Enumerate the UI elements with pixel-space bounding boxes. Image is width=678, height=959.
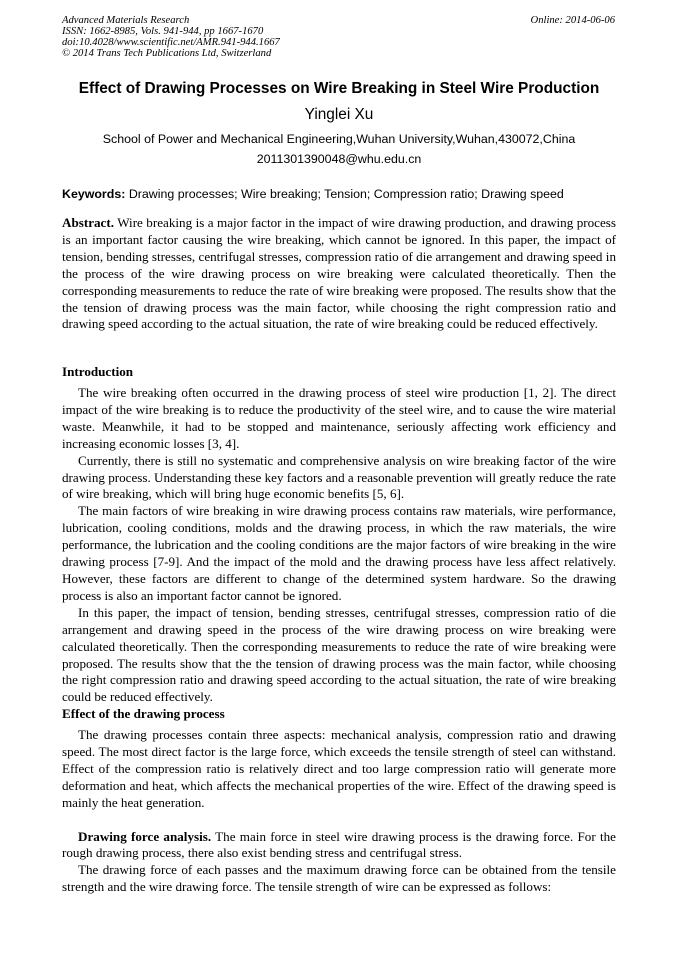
introduction-section <box>62 364 616 706</box>
section-heading-introduction: Introduction <box>62 364 134 379</box>
intro-paragraph-2: Currently, there is still no systematic and comprehensive analysis on wire breaking factor of the wire drawing process. Understanding these key factors and a reasonable prevention will greatly reduce the rate of wire breaking, which will bring huge economic benefits [5, 6]. <box>62 452 616 502</box>
author-name: Yinglei Xu <box>304 106 374 123</box>
paper-title: Effect of Drawing Processes on Wire Breaking in Steel Wire Production <box>78 80 600 97</box>
intro-paragraph-4: In this paper, the impact of tension, bending stresses, centrifugal stresses, compression ratio of die arrangement and drawing speed in the process of the wire drawing process on wire breaking were calculated theoretically. Then the corresponding measurements to reduce the rate of wire breaking were proposed. The results show that the the tension of drawing process was the main factor, while choosing the right compression ratio and drawing speed according to the actual situation, the rate of wire breaking could be reduced effectively. <box>62 604 616 705</box>
drawing-force-paragraph <box>62 829 616 863</box>
keywords <box>62 187 616 201</box>
abstract <box>62 215 616 333</box>
journal-name: Advanced Materials Research <box>62 15 190 26</box>
abstract-text: Wire breaking is a major factor in the impact of wire drawing production, and drawing process is an important factor causing the wire breaking, which cannot be ignored. In this paper, the impact of tension, bending stresses, centrifugal stresses, compression ratio of die arrangement and drawing speed in the process of the wire drawing process on wire breaking were calculated theoretically. Then the corresponding measurements to reduce the rate of wire breaking were proposed. The results show that the the tension of drawing process was the main factor, while choosing the right compression ratio and drawing speed according to the actual situation, the rate of wire breaking could be reduced effectively. <box>62 215 616 332</box>
intro-paragraph-1: The wire breaking often occurred in the drawing process of steel wire production [1, 2]. The direct impact of the wire breaking is to reduce the productivity of the steel wire, and to cause the wire material waste. Meanwhile, it had to be stopped and maintenance, seriously affecting work efficiency and increasing economic losses [3, 4]. <box>62 385 616 451</box>
closing-paragraph: The drawing force of each passes and the maximum drawing force can be obtained from the tensile strength and the wire drawing force. The tensile strength of wire can be expressed as follows: <box>62 862 616 895</box>
intro-paragraph-3: The main factors of wire breaking in wire drawing process contains raw materials, wire performance, lubrication, cooling conditions, molds and the drawing process, in which the raw materials, the wire performance, the lubrication and the cooling conditions are the major factors of wire breaking in the wire drawing process [7-9]. And the impact of the mold and the drawing process have less affect relatively. However, these factors are different to change of the determined system hardware. So the drawing process is also an important factor cannot be ignored. <box>62 503 616 603</box>
doi-line: doi:10.4028/www.scientific.net/AMR.941-944.1667 <box>62 37 280 48</box>
effect-paragraph-1: The drawing processes contain three aspects: mechanical analysis, compression ratio and drawing speed. The most direct factor is the large force, which exceeds the tensile strength of steel can withstand. Effect of the compression ratio is relatively direct and too large compression ratio will generate more deformation and heat, which affects the mechanical properties of the wire. Effect of the drawing speed is mainly the heat generation. <box>62 727 616 810</box>
subsection-text: The main force in steel wire drawing process is the drawing force. For the rough drawing process, there also exist bending stress and centrifugal stress. <box>62 828 616 861</box>
journal-header <box>62 15 280 59</box>
copyright-line: © 2014 Trans Tech Publications Ltd, Switzerland <box>62 48 272 59</box>
affiliation: School of Power and Mechanical Engineering,Wuhan University,Wuhan,430072,China <box>102 132 576 146</box>
effect-section <box>62 706 616 896</box>
online-date: Online: 2014-06-06 <box>530 15 615 26</box>
section-heading-effect: Effect of the drawing process <box>62 706 225 721</box>
subsection-label: Drawing force analysis. <box>78 828 212 844</box>
keywords-label: Keywords: <box>62 187 126 201</box>
keywords-list: Drawing processes; Wire breaking; Tension; Compression ratio; Drawing speed <box>128 187 564 201</box>
author-email: 2011301390048@whu.edu.cn <box>256 152 422 166</box>
issn-line: ISSN: 1662-8985, Vols. 941-944, pp 1667-1670 <box>62 26 264 37</box>
abstract-label: Abstract. <box>62 215 114 230</box>
